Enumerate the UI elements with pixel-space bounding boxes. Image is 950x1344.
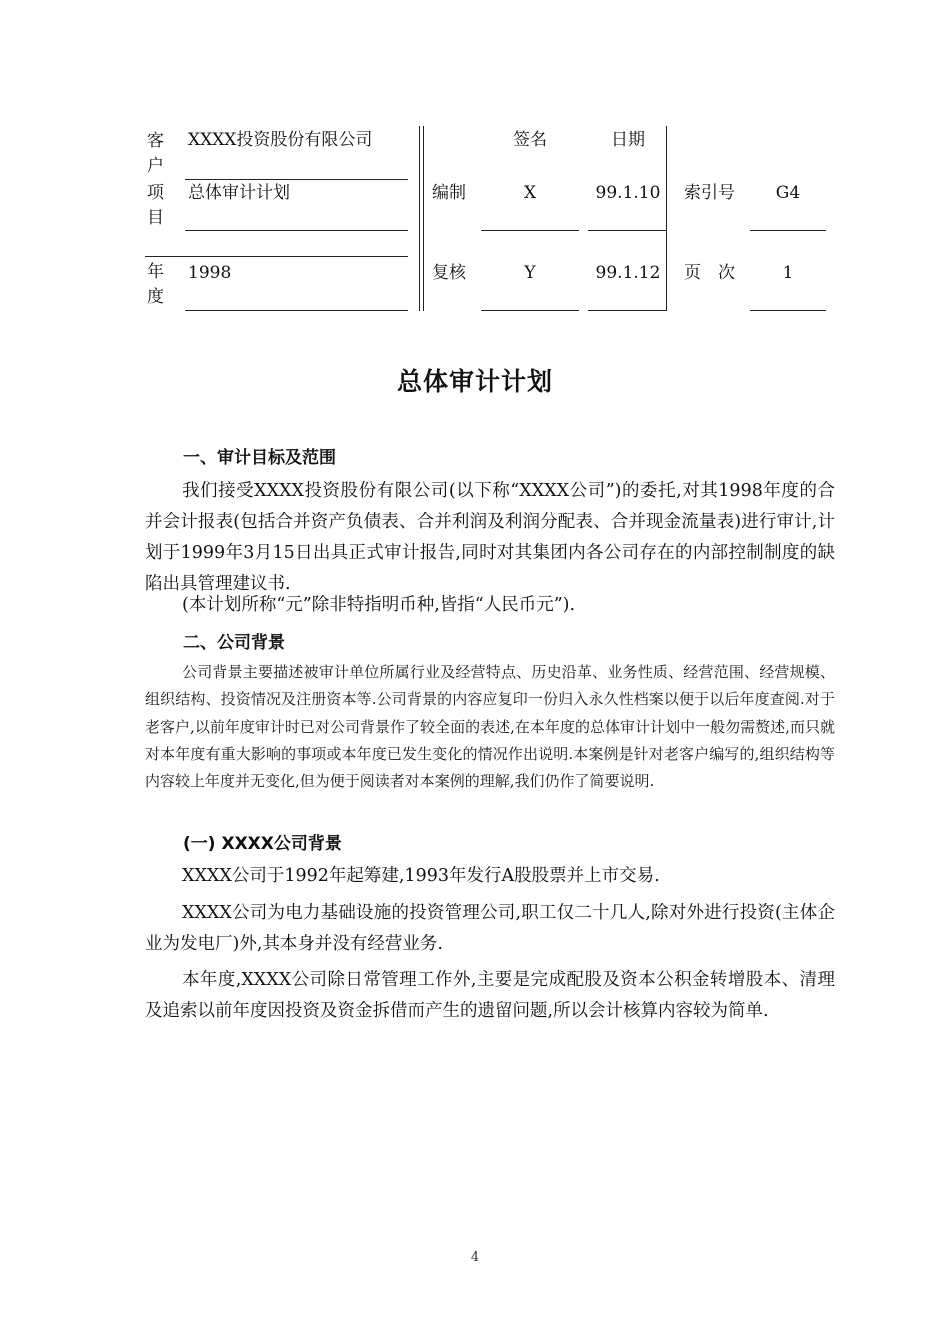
prepared-date-underline bbox=[588, 230, 666, 231]
index-value: G4 bbox=[775, 183, 801, 203]
year-label: 年度 bbox=[147, 262, 164, 307]
prepared-sign: X bbox=[523, 183, 537, 203]
col-sign-header: 签名 bbox=[513, 130, 547, 150]
prepared-label: 编制 bbox=[432, 183, 466, 203]
divider-line-2 bbox=[423, 126, 424, 311]
client-value: XXXX投资股份有限公司 bbox=[188, 130, 373, 150]
year-underline bbox=[185, 310, 408, 311]
year-topline bbox=[145, 256, 408, 257]
col-date-header: 日期 bbox=[611, 130, 645, 150]
reviewed-label: 复核 bbox=[432, 263, 466, 283]
section-2-paragraph-2: XXXX公司为电力基础设施的投资管理公司,职工仅二十几人,除对外进行投资(主体企业为发电厂)外,其本身并没有经营业务. bbox=[145, 903, 835, 954]
page-underline bbox=[750, 310, 826, 311]
prepared-date: 99.1.10 bbox=[595, 183, 661, 203]
index-underline bbox=[750, 230, 826, 231]
section-1-paragraph-2: (本计划所称“元”除非特指明币种,皆指“人民币元”). bbox=[182, 595, 576, 615]
reviewed-sign-underline bbox=[481, 310, 579, 311]
page-label: 页 次 bbox=[684, 263, 735, 283]
client-label: 客户 bbox=[147, 131, 164, 176]
client-underline bbox=[185, 179, 408, 180]
section-2-heading: 二、公司背景 bbox=[183, 633, 285, 653]
page-title: 总体审计计划 bbox=[396, 367, 553, 396]
section-2-sub-heading: (一) XXXX公司背景 bbox=[183, 834, 342, 854]
section-1-paragraph-1: 我们接受XXXX投资股份有限公司(以下称“XXXX公司”)的委托,对其1998年度的合并会计报表(包括合并资产负债表、合并利润及利润分配表、合并现金流量表)进行审计,计划于1999年3月15日出具正式审计报告,同时对其集团内各公司存在的内部控制制度的缺陷出具管理建议书. bbox=[145, 481, 835, 594]
section-2-paragraph-3: 本年度,XXXX公司除日常管理工作外,主要是完成配股及资本公积金转增股本、清理及追索以前年度因投资及资金拆借而产生的遗留问题,所以会计核算内容较为简单. bbox=[145, 970, 835, 1021]
project-underline bbox=[185, 230, 408, 231]
section-2-note: 公司背景主要描述被审计单位所属行业及经营特点、历史沿革、业务性质、经营范围、经营规模、组织结构、投资情况及注册资本等.公司背景的内容应复印一份归入永久性档案以便于以后年度查阅.对于老客户,以前年度审计时已对公司背景作了较全面的表述,在本年度的总体审计计划中一般勿需赘述,而只就对本年度有重大影响的事项或本年度已发生变化的情况作出说明.本案例是针对老客户编写的,组织结构等内容较上年度并无变化,但为便于阅读者对本案例的理解,我们仍作了简要说明. bbox=[145, 663, 835, 791]
divider-line-3 bbox=[666, 126, 667, 311]
reviewed-sign: Y bbox=[524, 263, 536, 283]
reviewed-date: 99.1.12 bbox=[595, 263, 661, 283]
section-2-paragraph-1: XXXX公司于1992年起筹建,1993年发行A股股票并上市交易. bbox=[182, 866, 660, 886]
divider-line-1 bbox=[419, 126, 420, 311]
project-label: 项目 bbox=[147, 183, 164, 228]
year-value: 1998 bbox=[188, 263, 232, 283]
index-label: 索引号 bbox=[684, 183, 735, 203]
section-1-heading: 一、审计目标及范围 bbox=[183, 448, 336, 468]
project-value: 总体审计计划 bbox=[188, 183, 290, 203]
page-number: 4 bbox=[470, 1250, 480, 1265]
reviewed-date-underline bbox=[588, 310, 666, 311]
page-value: 1 bbox=[782, 263, 794, 283]
prepared-sign-underline bbox=[481, 230, 579, 231]
